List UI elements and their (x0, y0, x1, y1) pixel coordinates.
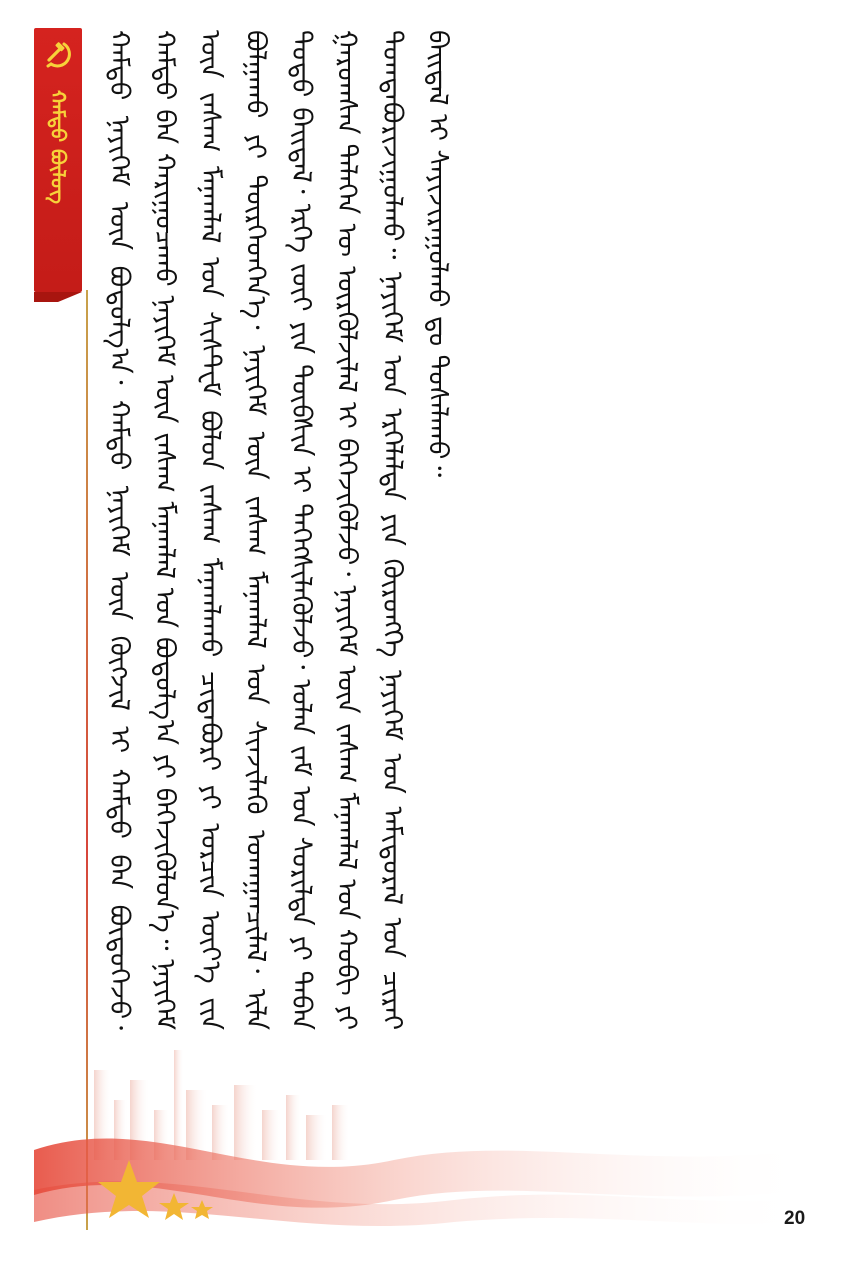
page-number: 20 (784, 1208, 806, 1229)
chapter-title: ᠬᠠᠮᠲᠤ ᠪᠦᠯᠦᠭ (46, 90, 70, 205)
body-paragraph: ᠬᠠᠮᠲᠤ ᠨᠡᠶᠢᠭᠡᠮ ᠦᠨ ᠪᠣᠳᠤᠯᠭ᠎ᠠ᠂ ᠬᠠᠮᠲᠤ ᠨᠡᠶᠢᠭᠡᠮ ᠦᠨ ᠬᠥᠭᠵᠢᠯ ᠢ ᠬᠠᠮᠲᠤ ᠪᠠᠨ ᠪᠦᠲᠦᠭᠡᠵᠦ᠂ ᠬᠠᠮᠲᠤ ᠪᠠᠨ ᠬᠠᠷᠢᠭᠤᠴᠠᠬᠤ ᠨᠡᠶᠢᠭᠡᠮ ᠦᠨ ᠵᠠᠰᠠᠭ ᠮᠠᠨᠠᠭᠯᠠᠯ ᠤᠨ ᠪᠣᠳᠤᠯᠭ᠎ᠠ ᠶᠢ ᠪᠡᠬᠡᠵᠢᠭᠦᠯᠦᠨ᠎ᠡ᠃ ᠨᠡᠶᠢᠭᠡᠮ ᠦᠨ ᠵᠠᠰᠠᠭ ᠮᠠᠨᠠᠭᠯᠠᠯ ᠤᠨ ᠰᠢᠰᠲ᠋ᠸᠮ ᠪᠣᠯᠤᠨ ᠵᠠᠰᠠᠭ ᠮᠠᠨᠠᠭᠯᠠᠬᠤ ᠴᠢᠳᠠᠪᠤᠷᠢ ᠶᠢ ᠣᠷᠴᠢᠨ ᠦᠶ᠎ᠡ ᠵᠢᠨ ᠪᠣᠯᠭᠠᠬᠤ ᠶᠢ ᠲᠦᠷᠭᠡᠳᠭᠡᠨ᠎ᠡ᠂ ᠨᠡᠶᠢᠭᠡᠮ ᠦᠨ ᠵᠠᠰᠠᠭ ᠮᠠᠨᠠᠭᠯᠠᠯ ᠤᠨ ᠰᠢᠨᠵᠢᠯᠡᠬᠦ ᠤᠬᠠᠭᠠᠨᠴᠢᠯᠠᠯ᠂ ᠢᠯᠡ ᠲᠤᠳᠤ ᠪᠠᠢᠳᠠᠯ᠂ ᠡᠷᠬᠡ ᠵᠦᠢ ᠶᠢᠨ ᠲᠦᠪᠰᠢᠨ ᠢ ᠳᠡᠭᠡᠭᠰᠢᠯᠡᠭᠦᠯᠵᠦ᠂ ᠣᠯᠠᠨ ᠵᠠᠮ ᠤᠨ ᠰᠣᠷᠢᠯᠲᠠ ᠶᠢ ᠳᠠᠪᠠᠨ ᠭᠠᠷᠤᠭᠰᠠᠨ ᠲᠡᠯᠡᠭᠡᠨ ᠦ ᠦᠷᠬᠦᠯᠵᠢᠯᠡᠯ ᠢ ᠪᠡᠬᠡᠵᠢᠭᠦᠯᠵᠦ᠂ ᠨᠡᠶᠢᠭᠡᠮ ᠦᠨ ᠵᠠᠰᠠᠭ ᠮᠠᠨᠠᠭᠯᠠᠯ ᠤᠨ ᠬᠤᠪᠢ ᠶᠢ ᠲᠣᠭᠲᠠᠪᠤᠷᠢᠵᠢᠭᠤᠯᠬᠤ᠃ ᠨᠡᠶᠢᠭᠡᠮ ᠤᠨ ᠡᠷᠬᠡᠯᠡᠯᠲᠡ ᠶᠢᠨ ᠬᠥᠷᠦᠩᠭᠡ ᠨᠡᠶᠢᠭᠡᠮ ᠤᠨ ᠠᠮᠢᠳᠤᠷᠠᠯ ᠤᠨ ᠴᠢᠷᠠᠢ ᠪᠠᠢᠳᠠᠯ ᠢ ᠰᠠᠶᠢᠵᠢᠷᠠᠭᠤᠯᠬᠤ ᠳᠤ ᠲᠤᠰᠠᠯᠠᠬᠤ᠃ (103, 30, 453, 1030)
hammer-sickle-icon (43, 38, 73, 68)
body-text (96, 30, 816, 1030)
chapter-header-tab (34, 28, 82, 292)
